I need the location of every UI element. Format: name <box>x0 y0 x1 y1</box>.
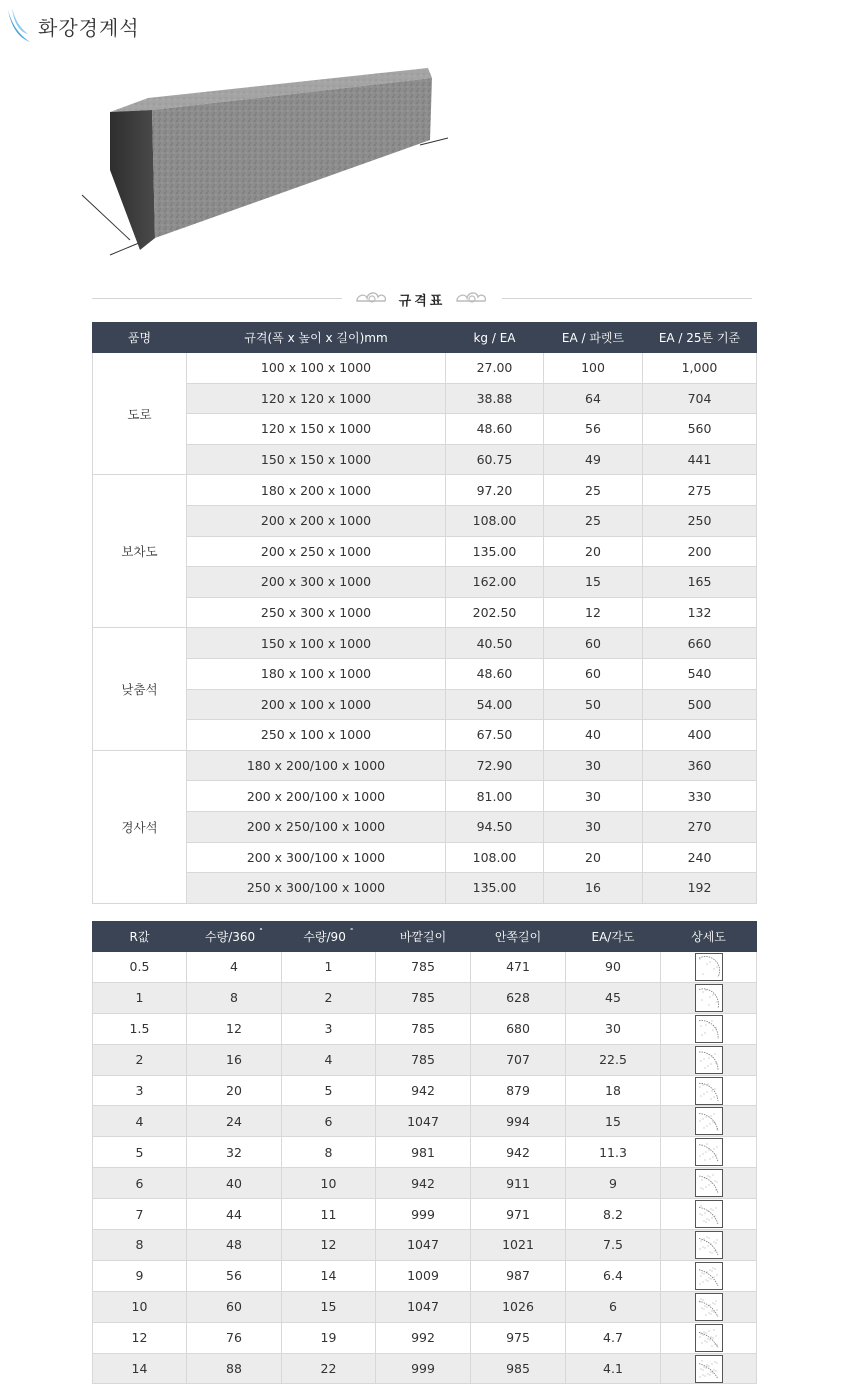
table-cell: 9 <box>93 1260 187 1291</box>
table-cell: 1 <box>93 982 187 1013</box>
table-cell: 707 <box>471 1044 566 1075</box>
table-cell: 10 <box>282 1168 376 1199</box>
table-cell: 4.7 <box>566 1322 661 1353</box>
table-cell: 2 <box>93 1044 187 1075</box>
table-cell: 785 <box>376 982 471 1013</box>
table-cell: 680 <box>471 1013 566 1044</box>
table-cell: 5 <box>282 1075 376 1106</box>
table-row <box>93 952 757 983</box>
detail-cell <box>661 1075 757 1106</box>
curbstone-image <box>80 60 450 260</box>
table-cell: 360 <box>643 750 757 781</box>
table-cell: 4 <box>187 952 282 983</box>
table-cell: 38.88 <box>446 383 544 414</box>
table-cell: 16 <box>187 1044 282 1075</box>
detail-drawing-thumbnail[interactable] <box>695 1293 723 1321</box>
section-title: 규격표 <box>398 293 446 309</box>
table-cell: 992 <box>376 1322 471 1353</box>
table-cell: 60 <box>544 658 643 689</box>
section-heading <box>92 284 752 314</box>
table-cell: 200 x 200 x 1000 <box>187 505 446 536</box>
table-cell: 4 <box>282 1044 376 1075</box>
table-cell: 200 <box>643 536 757 567</box>
table-cell: 48 <box>187 1230 282 1261</box>
table-cell: 471 <box>471 952 566 983</box>
table-cell: 165 <box>643 567 757 598</box>
table-cell: 3 <box>93 1075 187 1106</box>
detail-cell <box>661 1013 757 1044</box>
col-header: 바깥길이 <box>376 922 471 952</box>
table-cell: 16 <box>544 873 643 904</box>
cloud-ornament-icon <box>355 287 389 311</box>
table-cell: 192 <box>643 873 757 904</box>
detail-cell <box>661 1260 757 1291</box>
table-cell: 8.2 <box>566 1199 661 1230</box>
table-cell: 785 <box>376 1044 471 1075</box>
table-row <box>93 1106 757 1137</box>
table-cell: 32 <box>187 1137 282 1168</box>
table-cell: 120 x 150 x 1000 <box>187 414 446 445</box>
table-cell: 180 x 200/100 x 1000 <box>187 750 446 781</box>
table-cell: 985 <box>471 1353 566 1384</box>
table-cell: 785 <box>376 1013 471 1044</box>
table-row <box>93 842 757 873</box>
product-name-cell: 경사석 <box>93 750 187 903</box>
detail-cell <box>661 982 757 1013</box>
col-header: R값 <box>93 922 187 952</box>
table-cell: 15 <box>544 567 643 598</box>
table-cell: 8 <box>93 1230 187 1261</box>
table-cell: 64 <box>544 383 643 414</box>
table-row <box>93 781 757 812</box>
table-row <box>93 1230 757 1261</box>
table-row <box>93 1168 757 1199</box>
table-cell: 22.5 <box>566 1044 661 1075</box>
table-cell: 56 <box>544 414 643 445</box>
table-cell: 1.5 <box>93 1013 187 1044</box>
detail-drawing-thumbnail[interactable] <box>695 1046 723 1074</box>
detail-drawing-thumbnail[interactable] <box>695 1107 723 1135</box>
detail-drawing-thumbnail[interactable] <box>695 1324 723 1352</box>
table-cell: 540 <box>643 658 757 689</box>
table-cell: 76 <box>187 1322 282 1353</box>
table-cell: 250 x 300 x 1000 <box>187 597 446 628</box>
detail-drawing-thumbnail[interactable] <box>695 1169 723 1197</box>
table-cell: 3 <box>282 1013 376 1044</box>
cloud-ornament-icon <box>455 287 489 311</box>
table-cell: 250 x 300/100 x 1000 <box>187 873 446 904</box>
table-row <box>93 1044 757 1075</box>
table-cell: 6 <box>282 1106 376 1137</box>
detail-drawing-thumbnail[interactable] <box>695 1355 723 1383</box>
table-cell: 240 <box>643 842 757 873</box>
table-cell: 628 <box>471 982 566 1013</box>
table-cell: 999 <box>376 1353 471 1384</box>
table-cell: 40.50 <box>446 628 544 659</box>
table-row <box>93 982 757 1013</box>
table-cell: 500 <box>643 689 757 720</box>
table-cell: 88 <box>187 1353 282 1384</box>
table-cell: 56 <box>187 1260 282 1291</box>
table-cell: 60 <box>187 1291 282 1322</box>
table-row <box>93 1291 757 1322</box>
table-row <box>93 597 757 628</box>
table-cell: 135.00 <box>446 536 544 567</box>
table-row <box>93 1137 757 1168</box>
table-cell: 24 <box>187 1106 282 1137</box>
table-cell: 94.50 <box>446 811 544 842</box>
table-row <box>93 505 757 536</box>
table-row <box>93 720 757 751</box>
col-header: 규격(폭 x 높이 x 길이)mm <box>187 323 446 353</box>
table-cell: 60.75 <box>446 444 544 475</box>
table-cell: 1021 <box>471 1230 566 1261</box>
table-cell: 12 <box>93 1322 187 1353</box>
table-cell: 108.00 <box>446 505 544 536</box>
radius-table <box>92 921 757 1384</box>
table-cell: 270 <box>643 811 757 842</box>
table-cell: 14 <box>93 1353 187 1384</box>
table-cell: 0.5 <box>93 952 187 983</box>
table-cell: 200 x 250 x 1000 <box>187 536 446 567</box>
swoosh-icon <box>6 6 32 46</box>
table-row <box>93 444 757 475</box>
table-row <box>93 414 757 445</box>
table-cell: 180 x 100 x 1000 <box>187 658 446 689</box>
table-cell: 1047 <box>376 1291 471 1322</box>
product-name-cell: 도로 <box>93 353 187 475</box>
table-cell: 19 <box>282 1322 376 1353</box>
detail-cell <box>661 1322 757 1353</box>
table-cell: 132 <box>643 597 757 628</box>
table-cell: 1009 <box>376 1260 471 1291</box>
table-cell: 97.20 <box>446 475 544 506</box>
table-cell: 45 <box>566 982 661 1013</box>
table-cell: 54.00 <box>446 689 544 720</box>
table-cell: 200 x 100 x 1000 <box>187 689 446 720</box>
table-row <box>93 873 757 904</box>
table-cell: 20 <box>544 536 643 567</box>
table-cell: 560 <box>643 414 757 445</box>
table-cell: 60 <box>544 628 643 659</box>
table-cell: 18 <box>566 1075 661 1106</box>
table-cell: 150 x 150 x 1000 <box>187 444 446 475</box>
table-cell: 785 <box>376 952 471 983</box>
detail-cell <box>661 1291 757 1322</box>
table-cell: 981 <box>376 1137 471 1168</box>
table-cell: 49 <box>544 444 643 475</box>
table-cell: 1047 <box>376 1106 471 1137</box>
table-row <box>93 567 757 598</box>
table-cell: 72.90 <box>446 750 544 781</box>
table-cell: 1 <box>282 952 376 983</box>
table-cell: 50 <box>544 689 643 720</box>
table-cell: 1026 <box>471 1291 566 1322</box>
table-cell: 1,000 <box>643 353 757 384</box>
table-cell: 987 <box>471 1260 566 1291</box>
detail-drawing-thumbnail[interactable] <box>695 1262 723 1290</box>
table-cell: 6 <box>93 1168 187 1199</box>
table-cell: 200 x 250/100 x 1000 <box>187 811 446 842</box>
table-cell: 135.00 <box>446 873 544 904</box>
table-cell: 200 x 300 x 1000 <box>187 567 446 598</box>
table-cell: 30 <box>544 781 643 812</box>
table-cell: 999 <box>376 1199 471 1230</box>
col-header: EA/각도 <box>566 922 661 952</box>
table-cell: 400 <box>643 720 757 751</box>
detail-drawing-thumbnail[interactable] <box>695 1015 723 1043</box>
table-cell: 67.50 <box>446 720 544 751</box>
table-cell: 100 x 100 x 1000 <box>187 353 446 384</box>
divider <box>92 298 342 299</box>
table-cell: 20 <box>544 842 643 873</box>
col-header: 품명 <box>93 323 187 353</box>
divider <box>502 298 752 299</box>
table-cell: 180 x 200 x 1000 <box>187 475 446 506</box>
detail-cell <box>661 1137 757 1168</box>
table-cell: 441 <box>643 444 757 475</box>
table-row <box>93 1260 757 1291</box>
degree-mark: ˚ <box>349 928 354 937</box>
table-row <box>93 536 757 567</box>
col-header <box>282 922 376 952</box>
detail-drawing-thumbnail[interactable] <box>695 984 723 1012</box>
spec-table <box>92 322 757 904</box>
table-row <box>93 475 757 506</box>
table-cell: 30 <box>544 750 643 781</box>
col-header-label: 수량/90 <box>303 930 346 944</box>
product-name-cell: 보차도 <box>93 475 187 628</box>
table-cell: 150 x 100 x 1000 <box>187 628 446 659</box>
table-cell: 200 x 300/100 x 1000 <box>187 842 446 873</box>
spec-table-header <box>93 323 757 353</box>
table-cell: 14 <box>282 1260 376 1291</box>
table-cell: 12 <box>187 1013 282 1044</box>
table-cell: 202.50 <box>446 597 544 628</box>
table-cell: 6.4 <box>566 1260 661 1291</box>
table-cell: 27.00 <box>446 353 544 384</box>
table-row <box>93 811 757 842</box>
table-cell: 8 <box>187 982 282 1013</box>
table-cell: 11.3 <box>566 1137 661 1168</box>
table-cell: 994 <box>471 1106 566 1137</box>
col-header-label: 수량/360 <box>205 930 256 944</box>
table-cell: 4.1 <box>566 1353 661 1384</box>
table-cell: 7.5 <box>566 1230 661 1261</box>
table-row <box>93 1353 757 1384</box>
table-cell: 2 <box>282 982 376 1013</box>
table-cell: 12 <box>544 597 643 628</box>
table-cell: 15 <box>566 1106 661 1137</box>
table-row <box>93 1075 757 1106</box>
table-cell: 25 <box>544 505 643 536</box>
page-title: 화강경계석 <box>38 15 140 40</box>
table-cell: 40 <box>544 720 643 751</box>
table-cell: 5 <box>93 1137 187 1168</box>
table-row <box>93 1013 757 1044</box>
table-cell: 20 <box>187 1075 282 1106</box>
table-cell: 81.00 <box>446 781 544 812</box>
col-header: kg / EA <box>446 323 544 353</box>
detail-cell <box>661 1199 757 1230</box>
table-cell: 942 <box>376 1168 471 1199</box>
table-cell: 660 <box>643 628 757 659</box>
table-row <box>93 658 757 689</box>
table-cell: 22 <box>282 1353 376 1384</box>
detail-cell <box>661 952 757 983</box>
detail-drawing-thumbnail[interactable] <box>695 1231 723 1259</box>
table-cell: 8 <box>282 1137 376 1168</box>
table-cell: 10 <box>93 1291 187 1322</box>
table-row <box>93 750 757 781</box>
detail-drawing-thumbnail[interactable] <box>695 953 723 981</box>
table-cell: 40 <box>187 1168 282 1199</box>
table-cell: 9 <box>566 1168 661 1199</box>
col-header: 상세도 <box>661 922 757 952</box>
detail-cell <box>661 1168 757 1199</box>
detail-cell <box>661 1106 757 1137</box>
table-cell: 30 <box>566 1013 661 1044</box>
table-cell: 15 <box>282 1291 376 1322</box>
table-row <box>93 628 757 659</box>
table-cell: 942 <box>471 1137 566 1168</box>
detail-drawing-thumbnail[interactable] <box>695 1077 723 1105</box>
table-cell: 1047 <box>376 1230 471 1261</box>
product-name-cell: 낮춤석 <box>93 628 187 750</box>
table-row <box>93 1199 757 1230</box>
table-cell: 975 <box>471 1322 566 1353</box>
table-cell: 30 <box>544 811 643 842</box>
detail-cell <box>661 1044 757 1075</box>
table-cell: 48.60 <box>446 414 544 445</box>
table-cell: 971 <box>471 1199 566 1230</box>
detail-drawing-thumbnail[interactable] <box>695 1200 723 1228</box>
table-cell: 250 <box>643 505 757 536</box>
table-cell: 4 <box>93 1106 187 1137</box>
table-cell: 942 <box>376 1075 471 1106</box>
detail-cell <box>661 1353 757 1384</box>
table-row <box>93 689 757 720</box>
table-row <box>93 1322 757 1353</box>
col-header: EA / 25톤 기준 <box>643 323 757 353</box>
table-cell: 6 <box>566 1291 661 1322</box>
col-header <box>187 922 282 952</box>
page-header <box>6 6 140 46</box>
table-cell: 7 <box>93 1199 187 1230</box>
table-cell: 44 <box>187 1199 282 1230</box>
table-cell: 704 <box>643 383 757 414</box>
table-cell: 90 <box>566 952 661 983</box>
table-cell: 12 <box>282 1230 376 1261</box>
detail-cell <box>661 1230 757 1261</box>
table-cell: 200 x 200/100 x 1000 <box>187 781 446 812</box>
table-cell: 162.00 <box>446 567 544 598</box>
table-cell: 100 <box>544 353 643 384</box>
table-cell: 250 x 100 x 1000 <box>187 720 446 751</box>
table-cell: 25 <box>544 475 643 506</box>
col-header: 안쪽길이 <box>471 922 566 952</box>
table-row <box>93 383 757 414</box>
degree-mark: ˚ <box>258 928 263 937</box>
detail-drawing-thumbnail[interactable] <box>695 1138 723 1166</box>
table-cell: 879 <box>471 1075 566 1106</box>
col-header: EA / 파렛트 <box>544 323 643 353</box>
table-cell: 911 <box>471 1168 566 1199</box>
table-cell: 120 x 120 x 1000 <box>187 383 446 414</box>
table-cell: 330 <box>643 781 757 812</box>
table-cell: 11 <box>282 1199 376 1230</box>
table-row <box>93 353 757 384</box>
table-cell: 108.00 <box>446 842 544 873</box>
table-cell: 275 <box>643 475 757 506</box>
table-cell: 48.60 <box>446 658 544 689</box>
radius-table-header <box>93 922 757 952</box>
